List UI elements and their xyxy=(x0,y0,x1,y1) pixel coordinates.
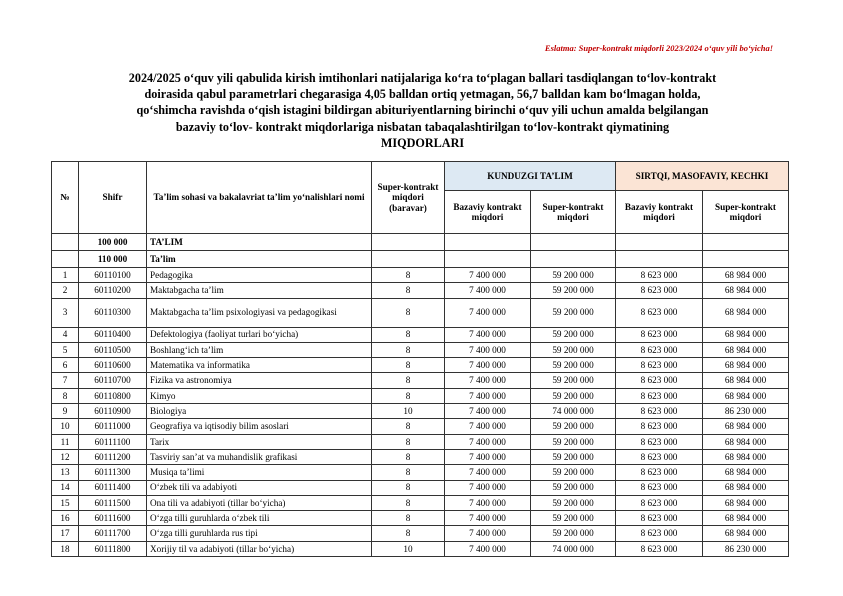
row-number: 17 xyxy=(52,526,79,541)
table-row xyxy=(52,465,789,480)
row-name: Xorijiy til va adabiyoti (tillar bo‘yicha) xyxy=(147,541,372,556)
header-multiplier: Super-kontrakt miqdori (baravar) xyxy=(372,162,445,234)
row-ft-base: 7 400 000 xyxy=(445,511,531,526)
group-name: Ta’lim xyxy=(147,251,372,268)
header-name: Ta’lim sohasi va bakalavriat ta’lim yo‘nalishlari nomi xyxy=(147,162,372,234)
row-name: Maktabgacha ta’lim psixologiyasi va pedagogikasi xyxy=(147,298,372,327)
row-ft-super: 59 200 000 xyxy=(531,373,616,388)
row-name: Ona tili va adabiyoti (tillar bo‘yicha) xyxy=(147,495,372,510)
row-name: Defektologiya (faoliyat turlari bo‘yicha) xyxy=(147,327,372,342)
table-row xyxy=(52,358,789,373)
header-no: № xyxy=(52,162,79,234)
row-pt-super: 68 984 000 xyxy=(703,434,789,449)
row-pt-super: 68 984 000 xyxy=(703,388,789,403)
row-ft-base: 7 400 000 xyxy=(445,495,531,510)
row-multiplier: 8 xyxy=(372,495,445,510)
row-number: 12 xyxy=(52,449,79,464)
row-code: 60110300 xyxy=(79,298,147,327)
row-ft-base: 7 400 000 xyxy=(445,342,531,357)
row-pt-super: 68 984 000 xyxy=(703,373,789,388)
row-pt-super: 68 984 000 xyxy=(703,526,789,541)
row-pt-base: 8 623 000 xyxy=(616,434,703,449)
row-pt-base: 8 623 000 xyxy=(616,465,703,480)
row-ft-super: 59 200 000 xyxy=(531,342,616,357)
row-ft-super: 59 200 000 xyxy=(531,327,616,342)
row-number: 11 xyxy=(52,434,79,449)
row-ft-base: 7 400 000 xyxy=(445,465,531,480)
row-ft-base: 7 400 000 xyxy=(445,283,531,298)
row-name: O‘zbek tili va adabiyoti xyxy=(147,480,372,495)
row-ft-super: 59 200 000 xyxy=(531,388,616,403)
row-name: Tarix xyxy=(147,434,372,449)
row-multiplier: 8 xyxy=(372,373,445,388)
row-name: Maktabgacha ta’lim xyxy=(147,283,372,298)
heading-line: MIQDORLARI xyxy=(380,135,465,150)
row-ft-base: 7 400 000 xyxy=(445,434,531,449)
group-cell-empty xyxy=(616,234,703,251)
row-number: 2 xyxy=(52,283,79,298)
row-name: O‘zga tilli guruhlarda rus tipi xyxy=(147,526,372,541)
row-ft-base: 7 400 000 xyxy=(445,358,531,373)
row-pt-super: 68 984 000 xyxy=(703,465,789,480)
heading-line: bazaviy to‘lov- kontrakt miqdorlariga nisbatan tabaqalashtirilgan to‘lov-kontrakt qiymatining xyxy=(175,119,670,134)
row-pt-super: 68 984 000 xyxy=(703,511,789,526)
row-code: 60111300 xyxy=(79,465,147,480)
row-pt-super: 68 984 000 xyxy=(703,358,789,373)
row-multiplier: 8 xyxy=(372,449,445,464)
row-ft-base: 7 400 000 xyxy=(445,327,531,342)
row-code: 60110100 xyxy=(79,268,147,283)
group-cell-empty xyxy=(445,251,531,268)
row-number: 16 xyxy=(52,511,79,526)
row-multiplier: 8 xyxy=(372,511,445,526)
heading-line: 2024/2025 o‘quv yili qabulida kirish imtihonlari natijalariga ko‘ra to‘plagan ballari tasdiqlangan to‘lov-kontrakt xyxy=(128,71,717,85)
row-code: 60110900 xyxy=(79,404,147,419)
row-code: 60111500 xyxy=(79,495,147,510)
row-multiplier: 8 xyxy=(372,480,445,495)
row-ft-base: 7 400 000 xyxy=(445,388,531,403)
table-row xyxy=(52,495,789,510)
group-code: 100 000 xyxy=(79,234,147,251)
row-multiplier: 8 xyxy=(372,268,445,283)
group-cell-empty xyxy=(703,251,789,268)
row-multiplier: 8 xyxy=(372,388,445,403)
row-number: 6 xyxy=(52,358,79,373)
row-ft-super: 59 200 000 xyxy=(531,449,616,464)
table-row xyxy=(52,434,789,449)
row-number: 9 xyxy=(52,404,79,419)
row-ft-super: 59 200 000 xyxy=(531,298,616,327)
heading-line: doirasida qabul parametrlari chegarasiga 4,05 balldan ortiq yetmagan, 56,7 balldan kam bo‘lmagan holda, xyxy=(144,87,701,102)
row-number: 5 xyxy=(52,342,79,357)
row-code: 60110400 xyxy=(79,327,147,342)
row-pt-base: 8 623 000 xyxy=(616,342,703,357)
document-heading xyxy=(60,70,785,151)
row-ft-base: 7 400 000 xyxy=(445,526,531,541)
row-multiplier: 8 xyxy=(372,434,445,449)
row-ft-super: 59 200 000 xyxy=(531,419,616,434)
group-cell-empty xyxy=(531,251,616,268)
row-ft-base: 7 400 000 xyxy=(445,449,531,464)
row-pt-base: 8 623 000 xyxy=(616,419,703,434)
row-multiplier: 8 xyxy=(372,465,445,480)
row-multiplier: 8 xyxy=(372,419,445,434)
row-multiplier: 8 xyxy=(372,358,445,373)
row-ft-super: 59 200 000 xyxy=(531,480,616,495)
row-number: 13 xyxy=(52,465,79,480)
group-cell-empty xyxy=(616,251,703,268)
table-row xyxy=(52,283,789,298)
header-ft-base: Bazaviy kontrakt miqdori xyxy=(445,191,531,234)
row-code: 60110200 xyxy=(79,283,147,298)
row-pt-base: 8 623 000 xyxy=(616,541,703,556)
group-cell-empty xyxy=(52,251,79,268)
row-name: Geografiya va iqtisodiy bilim asoslari xyxy=(147,419,372,434)
group-name: TA’LIM xyxy=(147,234,372,251)
row-number: 8 xyxy=(52,388,79,403)
row-code: 60111700 xyxy=(79,526,147,541)
row-name: Pedagogika xyxy=(147,268,372,283)
group-cell-empty xyxy=(531,234,616,251)
row-code: 60110500 xyxy=(79,342,147,357)
row-number: 7 xyxy=(52,373,79,388)
row-ft-base: 7 400 000 xyxy=(445,480,531,495)
table-row xyxy=(52,268,789,283)
table-row xyxy=(52,541,789,556)
row-pt-base: 8 623 000 xyxy=(616,358,703,373)
table-row xyxy=(52,419,789,434)
row-pt-base: 8 623 000 xyxy=(616,495,703,510)
row-pt-super: 86 230 000 xyxy=(703,541,789,556)
table-row xyxy=(52,342,789,357)
row-name: Fizika va astronomiya xyxy=(147,373,372,388)
row-multiplier: 8 xyxy=(372,298,445,327)
row-ft-super: 59 200 000 xyxy=(531,268,616,283)
table-row xyxy=(52,511,789,526)
row-number: 18 xyxy=(52,541,79,556)
row-multiplier: 8 xyxy=(372,342,445,357)
row-code: 60110600 xyxy=(79,358,147,373)
row-multiplier: 8 xyxy=(372,327,445,342)
row-pt-super: 68 984 000 xyxy=(703,419,789,434)
row-pt-base: 8 623 000 xyxy=(616,298,703,327)
row-ft-super: 59 200 000 xyxy=(531,495,616,510)
header-pt-super: Super-kontrakt miqdori xyxy=(703,191,789,234)
row-pt-super: 86 230 000 xyxy=(703,404,789,419)
row-pt-base: 8 623 000 xyxy=(616,327,703,342)
row-ft-super: 59 200 000 xyxy=(531,526,616,541)
table-row xyxy=(52,373,789,388)
row-ft-base: 7 400 000 xyxy=(445,419,531,434)
table-row xyxy=(52,404,789,419)
group-code: 110 000 xyxy=(79,251,147,268)
row-pt-super: 68 984 000 xyxy=(703,480,789,495)
header-fulltime: KUNDUZGI TA’LIM xyxy=(445,162,616,191)
row-pt-super: 68 984 000 xyxy=(703,283,789,298)
row-ft-super: 59 200 000 xyxy=(531,511,616,526)
row-pt-super: 68 984 000 xyxy=(703,495,789,510)
heading-line: qo‘shimcha ravishda o‘qish istagini bildirgan abituriyentlarning birinchi o‘quv yili uchun amalda belgilangan xyxy=(136,103,709,118)
row-ft-base: 7 400 000 xyxy=(445,298,531,327)
row-code: 60111400 xyxy=(79,480,147,495)
row-name: Boshlang‘ich ta’lim xyxy=(147,342,372,357)
row-ft-super: 59 200 000 xyxy=(531,465,616,480)
group-row xyxy=(52,234,789,251)
group-cell-empty xyxy=(703,234,789,251)
row-name: Biologiya xyxy=(147,404,372,419)
table-row xyxy=(52,388,789,403)
row-pt-super: 68 984 000 xyxy=(703,449,789,464)
row-pt-base: 8 623 000 xyxy=(616,404,703,419)
header-code: Shifr xyxy=(79,162,147,234)
row-name: Tasviriy san’at va muhandislik grafikasi xyxy=(147,449,372,464)
row-name: Matematika va informatika xyxy=(147,358,372,373)
row-multiplier: 10 xyxy=(372,404,445,419)
group-cell-empty xyxy=(52,234,79,251)
header-ft-super: Super-kontrakt miqdori xyxy=(531,191,616,234)
row-code: 60111200 xyxy=(79,449,147,464)
row-ft-super: 59 200 000 xyxy=(531,358,616,373)
group-cell-empty xyxy=(372,251,445,268)
row-pt-base: 8 623 000 xyxy=(616,511,703,526)
row-pt-base: 8 623 000 xyxy=(616,449,703,464)
row-number: 1 xyxy=(52,268,79,283)
row-multiplier: 10 xyxy=(372,541,445,556)
table-body xyxy=(52,234,789,557)
table-row xyxy=(52,449,789,464)
row-code: 60110800 xyxy=(79,388,147,403)
group-cell-empty xyxy=(445,234,531,251)
table-row xyxy=(52,327,789,342)
row-ft-super: 74 000 000 xyxy=(531,404,616,419)
row-number: 14 xyxy=(52,480,79,495)
row-ft-super: 59 200 000 xyxy=(531,434,616,449)
row-code: 60111000 xyxy=(79,419,147,434)
note-text: Eslatma: Super-kontrakt miqdorli 2023/2024 o‘quv yili bo‘yicha! xyxy=(544,43,773,53)
row-pt-base: 8 623 000 xyxy=(616,388,703,403)
header-parttime: SIRTQI, MASOFAVIY, KECHKI xyxy=(616,162,789,191)
row-ft-base: 7 400 000 xyxy=(445,268,531,283)
contract-table xyxy=(51,161,789,557)
row-multiplier: 8 xyxy=(372,283,445,298)
row-code: 60110700 xyxy=(79,373,147,388)
group-cell-empty xyxy=(372,234,445,251)
row-ft-base: 7 400 000 xyxy=(445,373,531,388)
row-pt-super: 68 984 000 xyxy=(703,342,789,357)
row-name: Kimyo xyxy=(147,388,372,403)
row-ft-base: 7 400 000 xyxy=(445,404,531,419)
row-ft-super: 59 200 000 xyxy=(531,283,616,298)
table-row xyxy=(52,480,789,495)
table-row xyxy=(52,526,789,541)
row-number: 4 xyxy=(52,327,79,342)
row-multiplier: 8 xyxy=(372,526,445,541)
row-pt-super: 68 984 000 xyxy=(703,268,789,283)
row-name: Musiqa ta’limi xyxy=(147,465,372,480)
row-code: 60111100 xyxy=(79,434,147,449)
row-ft-base: 7 400 000 xyxy=(445,541,531,556)
row-number: 3 xyxy=(52,298,79,327)
row-pt-base: 8 623 000 xyxy=(616,268,703,283)
row-pt-base: 8 623 000 xyxy=(616,526,703,541)
row-pt-super: 68 984 000 xyxy=(703,327,789,342)
group-row xyxy=(52,251,789,268)
row-name: O‘zga tilli guruhlarda o‘zbek tili xyxy=(147,511,372,526)
row-pt-base: 8 623 000 xyxy=(616,480,703,495)
header-pt-base: Bazaviy kontrakt miqdori xyxy=(616,191,703,234)
table-row xyxy=(52,298,789,327)
row-number: 15 xyxy=(52,495,79,510)
row-code: 60111600 xyxy=(79,511,147,526)
row-ft-super: 74 000 000 xyxy=(531,541,616,556)
row-pt-super: 68 984 000 xyxy=(703,298,789,327)
row-code: 60111800 xyxy=(79,541,147,556)
row-pt-base: 8 623 000 xyxy=(616,373,703,388)
row-number: 10 xyxy=(52,419,79,434)
row-pt-base: 8 623 000 xyxy=(616,283,703,298)
